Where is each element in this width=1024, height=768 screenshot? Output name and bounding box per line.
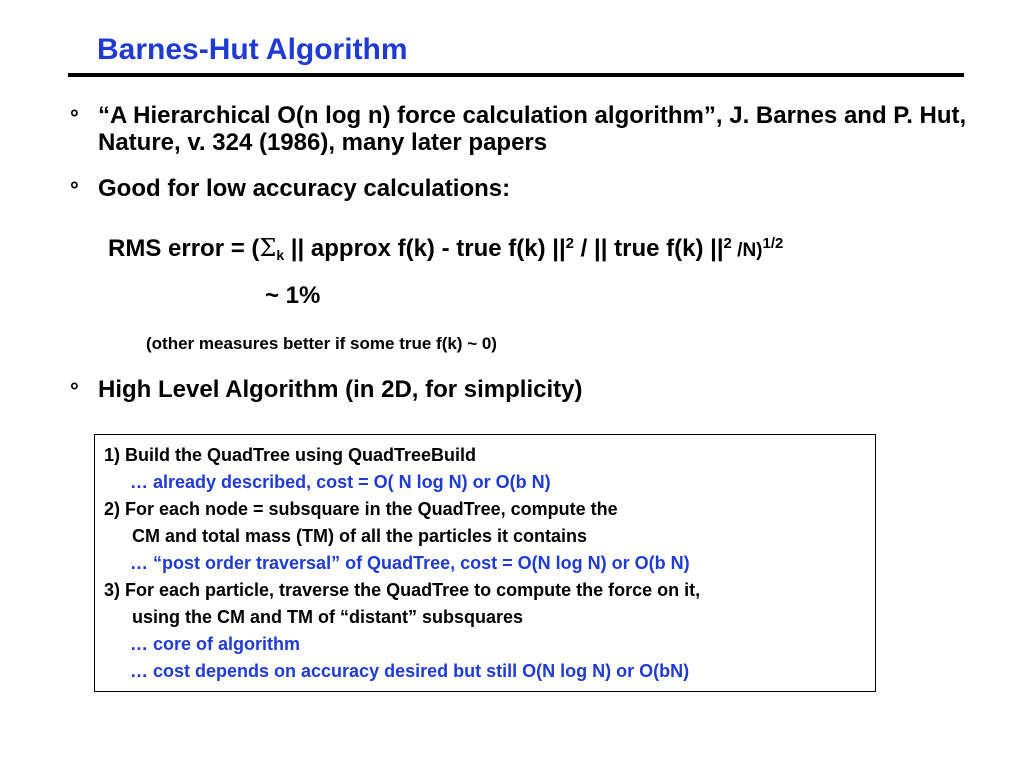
bullet-accuracy: Good for low accuracy calculations: — [98, 175, 511, 202]
bullet-high-level: High Level Algorithm (in 2D, for simplicity) — [98, 376, 583, 403]
formula-tail: /N) — [731, 240, 763, 261]
formula-lhs: RMS error = ( — [108, 235, 260, 262]
algorithm-comment: … cost depends on accuracy desired but still O(N log N) or O(bN) — [130, 661, 690, 681]
slide-title: Barnes-Hut Algorithm — [97, 33, 408, 66]
formula-root-exponent: 1/2 — [762, 235, 784, 252]
title-divider — [68, 73, 964, 77]
bullet-marker: ° — [70, 177, 79, 202]
formula-exponent: 2 — [565, 235, 575, 252]
algorithm-comment: … “post order traversal” of QuadTree, cost = O(N log N) or O(b N) — [130, 553, 690, 573]
algorithm-step: 1) Build the QuadTree using QuadTreeBuild — [104, 445, 477, 465]
algorithm-step-continued: CM and total mass (TM) of all the particles it contains — [132, 526, 588, 546]
algorithm-comment: … already described, cost = O( N log N) or O(b N) — [130, 472, 551, 492]
formula-body: || approx f(k) - true f(k) || — [284, 235, 566, 262]
algorithm-step: 2) For each node = subsquare in the QuadTree, compute the — [104, 499, 618, 519]
sigma-symbol: Σ — [259, 234, 277, 262]
formula-exponent: 2 — [723, 235, 732, 252]
algorithm-comment: … core of algorithm — [130, 634, 301, 654]
sigma-subscript: k — [276, 247, 285, 263]
bullet-marker: ° — [70, 105, 79, 130]
formula-mid: / || true f(k) || — [574, 235, 724, 262]
algorithm-step-continued: using the CM and TM of “distant” subsquares — [132, 607, 524, 627]
bullet-marker: ° — [70, 378, 79, 403]
formula-note: (other measures better if some true f(k) ~ 0) — [146, 334, 497, 353]
approx-value: ~ 1% — [265, 282, 321, 309]
rms-error-formula — [108, 229, 783, 270]
algorithm-step: 3) For each particle, traverse the QuadTree to compute the force on it, — [104, 580, 701, 600]
bullet-reference: “A Hierarchical O(n log n) force calculation algorithm”, J. Barnes and P. Hut, Nature, v. 324 (1986), many later papers — [98, 102, 967, 156]
